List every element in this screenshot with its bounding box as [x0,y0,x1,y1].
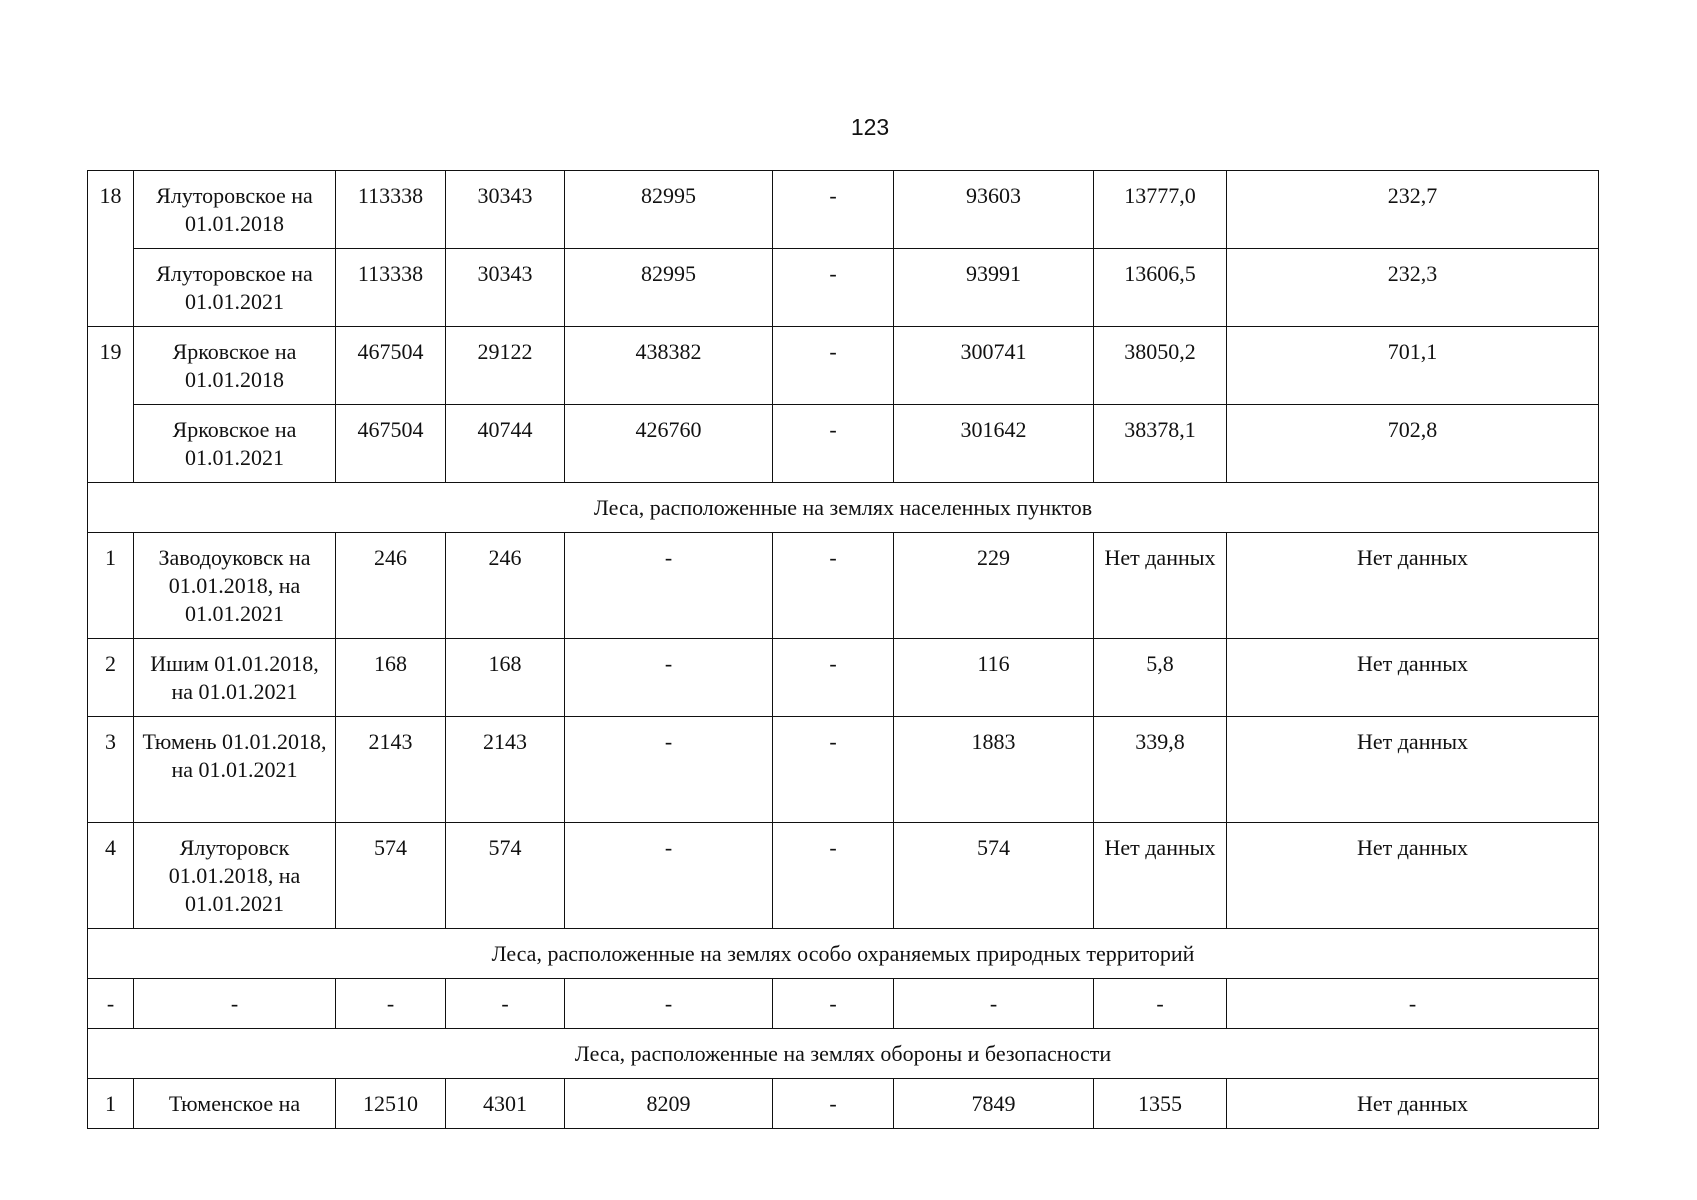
table-cell: 82995 [565,171,773,249]
page-number: 123 [850,114,890,140]
table-cell: 93603 [894,171,1094,249]
table-cell: Нет данных [1227,1079,1599,1129]
table-cell: - [565,533,773,639]
table-cell: 467504 [336,327,446,405]
table-cell: Ярковское на 01.01.2018 [134,327,336,405]
table-row [88,249,1599,327]
table-cell: - [773,533,894,639]
table-cell: Заводоуковск на 01.01.2018, на 01.01.2021 [134,533,336,639]
table-cell: - [1227,979,1599,1029]
table-cell: Тюменское на [134,1079,336,1129]
table-cell: - [565,823,773,929]
table-cell: 3 [88,717,134,823]
table-cell: - [1094,979,1227,1029]
table-cell: 38050,2 [1094,327,1227,405]
table-cell: - [773,171,894,249]
table-cell: 574 [336,823,446,929]
table-cell: - [773,639,894,717]
table-cell: 229 [894,533,1094,639]
table-cell: Ялуторовское на 01.01.2021 [134,249,336,327]
section-header-row [88,483,1599,533]
table-cell: 701,1 [1227,327,1599,405]
section-header: Леса, расположенные на землях особо охраняемых природных территорий [88,929,1599,979]
table-cell: 467504 [336,405,446,483]
table-cell: 30343 [446,171,565,249]
table-row [88,405,1599,483]
table-cell: 438382 [565,327,773,405]
table-cell: 4301 [446,1079,565,1129]
table-cell: 12510 [336,1079,446,1129]
table-cell: 18 [88,171,134,327]
table-cell: 7849 [894,1079,1094,1129]
table-cell: 38378,1 [1094,405,1227,483]
table-cell: - [565,639,773,717]
table-cell: 13606,5 [1094,249,1227,327]
table-cell: Нет данных [1227,639,1599,717]
table-cell: 168 [446,639,565,717]
table-cell: 4 [88,823,134,929]
table-cell: Нет данных [1227,533,1599,639]
section-header-row [88,1029,1599,1079]
table-cell: Нет данных [1094,823,1227,929]
section-header: Леса, расположенные на землях населенных пунктов [88,483,1599,533]
forest-data-table [87,170,1599,1129]
table-body [88,171,1599,1129]
section-header: Леса, расположенные на землях обороны и безопасности [88,1029,1599,1079]
table-cell: Нет данных [1094,533,1227,639]
table-cell: 19 [88,327,134,483]
table-row [88,979,1599,1029]
table-cell: Ишим 01.01.2018, на 01.01.2021 [134,639,336,717]
table-cell: Нет данных [1227,823,1599,929]
table-cell: 8209 [565,1079,773,1129]
table-cell: 426760 [565,405,773,483]
table-cell: 5,8 [1094,639,1227,717]
table-cell: 168 [336,639,446,717]
table-cell: - [773,1079,894,1129]
table-cell: 2143 [336,717,446,823]
table-cell: 301642 [894,405,1094,483]
table-cell: - [565,717,773,823]
table-cell: 1 [88,1079,134,1129]
table-cell: - [894,979,1094,1029]
table-cell: Ярковское на 01.01.2021 [134,405,336,483]
table-cell: 1883 [894,717,1094,823]
table-cell: 574 [894,823,1094,929]
table-cell: - [446,979,565,1029]
table-cell: 300741 [894,327,1094,405]
table-cell: 2143 [446,717,565,823]
table-cell: 246 [446,533,565,639]
table-row [88,639,1599,717]
table-cell: - [773,249,894,327]
table-cell: 246 [336,533,446,639]
table-cell: 232,7 [1227,171,1599,249]
table-cell: - [336,979,446,1029]
table-cell: - [773,405,894,483]
table-row [88,1079,1599,1129]
table-cell: 116 [894,639,1094,717]
table-cell: Нет данных [1227,717,1599,823]
table-cell: 113338 [336,249,446,327]
table-cell: 1 [88,533,134,639]
table-cell: 93991 [894,249,1094,327]
table-cell: - [773,979,894,1029]
table-row [88,823,1599,929]
table-cell: 40744 [446,405,565,483]
table-row [88,717,1599,823]
table-cell: 574 [446,823,565,929]
table-cell: 30343 [446,249,565,327]
table-cell: Ялуторовск 01.01.2018, на 01.01.2021 [134,823,336,929]
table-cell: - [565,979,773,1029]
table-cell: - [88,979,134,1029]
table-cell: - [773,823,894,929]
table-cell: 2 [88,639,134,717]
table-cell: - [134,979,336,1029]
table-cell: 82995 [565,249,773,327]
table-cell: 339,8 [1094,717,1227,823]
table-cell: 113338 [336,171,446,249]
table-row [88,171,1599,249]
section-header-row [88,929,1599,979]
table-row [88,327,1599,405]
table-cell: Ялуторовское на 01.01.2018 [134,171,336,249]
table-cell: - [773,717,894,823]
table-row [88,533,1599,639]
table-cell: 232,3 [1227,249,1599,327]
table-cell: 1355 [1094,1079,1227,1129]
table-cell: Тюмень 01.01.2018, на 01.01.2021 [134,717,336,823]
table-cell: 29122 [446,327,565,405]
table-cell: 702,8 [1227,405,1599,483]
table-cell: - [773,327,894,405]
table-cell: 13777,0 [1094,171,1227,249]
